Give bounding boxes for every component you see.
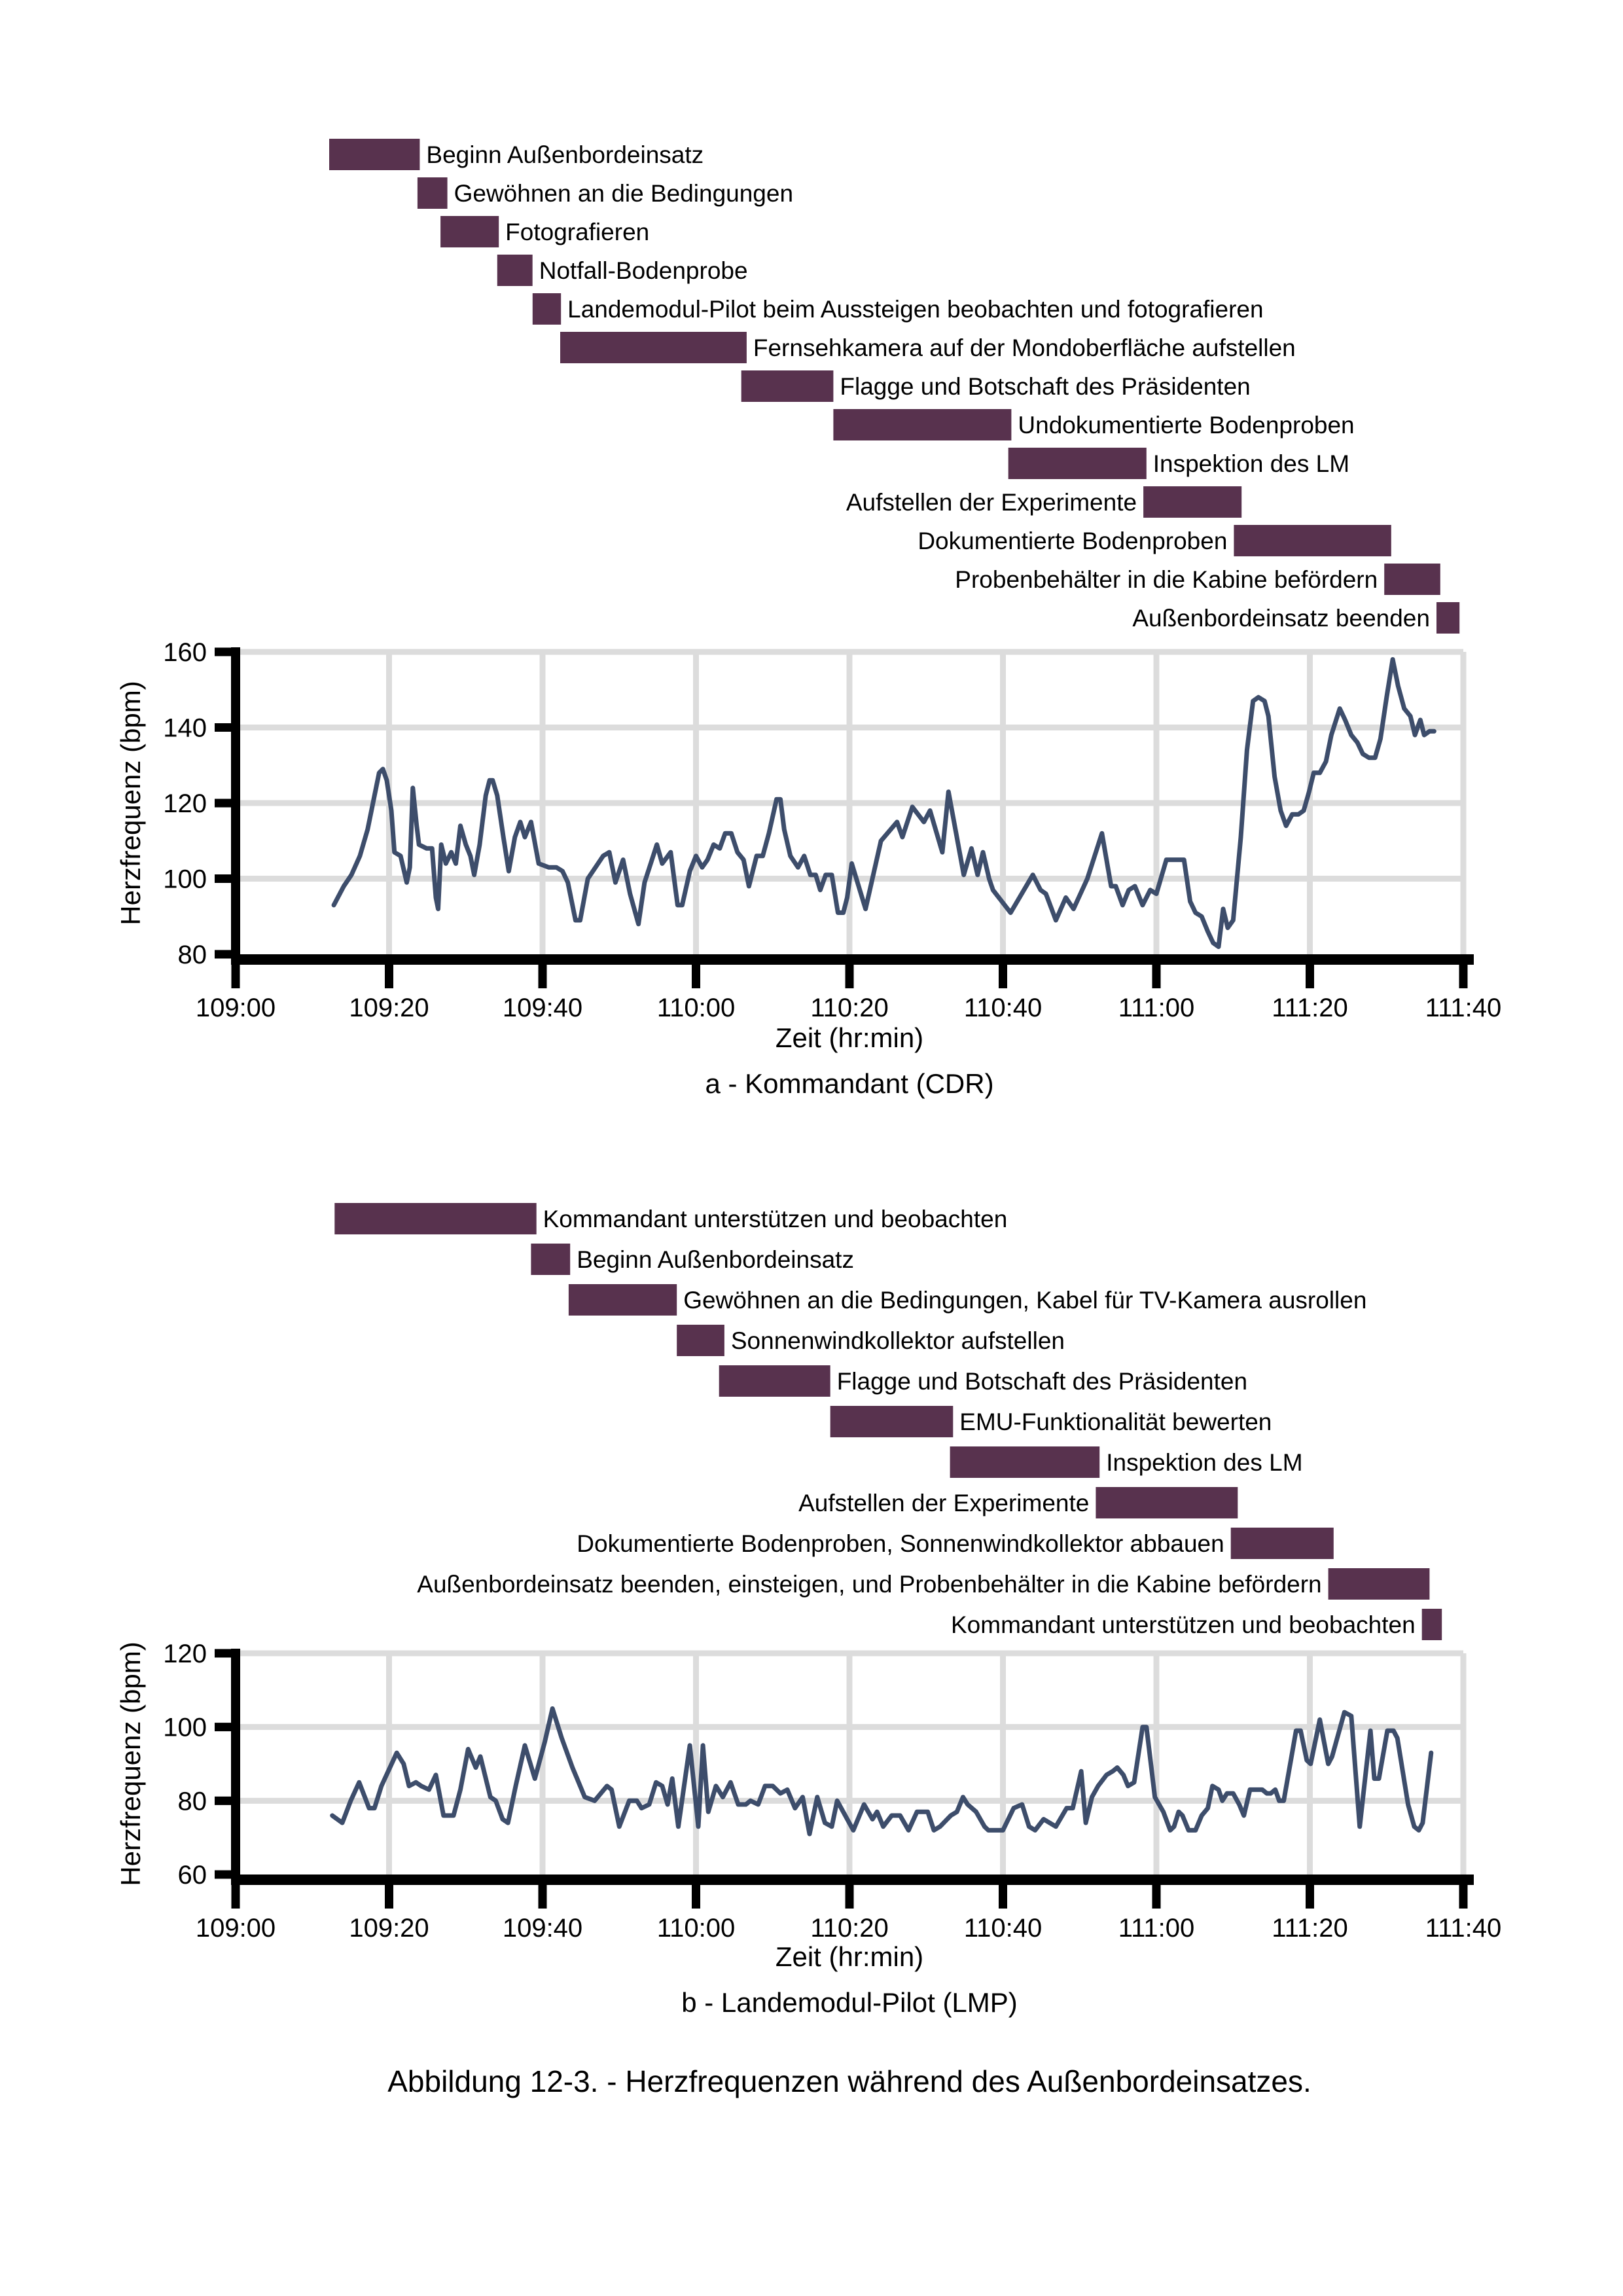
x-tick-label: 110:40 <box>963 1914 1043 1943</box>
panel-caption-lmp: b - Landemodul-Pilot (LMP) <box>681 1987 1018 2018</box>
gantt-bar <box>1234 525 1391 556</box>
gantt-bar <box>950 1446 1100 1478</box>
gantt-task-label: EMU-Funktionalität bewerten <box>959 1408 1272 1435</box>
x-tick-label: 110:20 <box>810 1914 889 1943</box>
gantt-bar <box>1096 1487 1238 1518</box>
gantt-task-label: Außenbordeinsatz beenden, einsteigen, und Probenbehälter in die Kabine befördern <box>417 1571 1322 1598</box>
x-tick-label: 111:00 <box>1118 1914 1195 1943</box>
gantt-task-label: Landemodul-Pilot beim Aussteigen beobachten und fotografieren <box>567 296 1264 323</box>
x-tick-label: 110:00 <box>656 994 736 1022</box>
x-tick-label: 109:00 <box>195 994 276 1022</box>
gantt-task-label: Aufstellen der Experimente <box>846 489 1137 516</box>
gantt-bar <box>1329 1568 1430 1600</box>
panel-caption-cdr: a - Kommandant (CDR) <box>705 1068 994 1099</box>
y-tick-label: 100 <box>163 1713 207 1742</box>
gantt-bar <box>1384 564 1440 595</box>
figure-caption: Abbildung 12-3. - Herzfrequenzen während des Außenbordeinsatzes. <box>387 2064 1311 2098</box>
gantt-bar <box>1231 1528 1334 1559</box>
gantt-task-label: Flagge und Botschaft des Präsidenten <box>836 1368 1248 1395</box>
gantt-bar <box>741 370 834 402</box>
gantt-task-label: Beginn Außenbordeinsatz <box>577 1246 854 1273</box>
y-tick-label: 80 <box>177 1787 207 1816</box>
x-tick-label: 109:40 <box>502 994 583 1022</box>
gantt-bar <box>418 177 448 209</box>
gantt-task-label: Inspektion des LM <box>1106 1449 1303 1476</box>
gantt-task-label: Probenbehälter in die Kabine befördern <box>955 566 1378 593</box>
y-tick-label: 120 <box>163 1640 207 1668</box>
x-tick-label: 109:00 <box>195 1914 276 1943</box>
gantt-task-label: Notfall-Bodenprobe <box>539 257 748 284</box>
y-tick-label: 140 <box>163 713 207 743</box>
x-tick-label: 111:20 <box>1272 994 1348 1022</box>
x-tick-label: 109:40 <box>502 1914 583 1943</box>
y-tick-label: 120 <box>163 789 207 818</box>
y-tick-label: 60 <box>177 1861 207 1890</box>
gantt-task-label: Inspektion des LM <box>1152 450 1350 477</box>
gantt-task-label: Gewöhnen an die Bedingungen, Kabel für TV-Kamera ausrollen <box>683 1287 1367 1314</box>
gantt-task-label: Dokumentierte Bodenproben <box>918 528 1228 554</box>
x-tick-label: 110:00 <box>656 1914 736 1943</box>
gantt-bar <box>833 409 1011 440</box>
y-axis-title-cdr: Herzfrequenz (bpm) <box>115 681 146 925</box>
x-tick-label: 109:20 <box>349 994 429 1022</box>
x-tick-label: 111:40 <box>1425 1914 1502 1943</box>
gantt-task-label: Kommandant unterstützen und beobachten <box>951 1611 1416 1638</box>
gantt-bar <box>830 1406 954 1437</box>
gantt-bar <box>531 1244 570 1275</box>
gantt-bar <box>560 332 747 363</box>
gantt-bar <box>1143 486 1241 518</box>
x-tick-label: 110:20 <box>810 994 889 1022</box>
gantt-bar <box>329 139 419 170</box>
y-axis-title-lmp: Herzfrequenz (bpm) <box>115 1641 146 1886</box>
gantt-task-label: Flagge und Botschaft des Präsidenten <box>840 373 1251 400</box>
gantt-bar <box>1422 1609 1442 1640</box>
gantt-bar <box>334 1203 536 1234</box>
gantt-task-label: Fotografieren <box>505 219 650 245</box>
x-tick-label: 110:40 <box>963 994 1043 1022</box>
gantt-bar <box>440 216 499 247</box>
gantt-task-label: Dokumentierte Bodenproben, Sonnenwindkollektor abbauen <box>577 1530 1224 1557</box>
gantt-bar <box>677 1325 724 1356</box>
x-tick-label: 111:40 <box>1425 994 1502 1022</box>
x-axis-title-cdr: Zeit (hr:min) <box>775 1022 924 1053</box>
y-tick-label: 80 <box>177 941 207 969</box>
x-axis-title-lmp: Zeit (hr:min) <box>775 1941 924 1972</box>
gantt-bar <box>1008 448 1147 479</box>
gantt-bar <box>569 1284 677 1316</box>
gantt-bar <box>497 255 533 286</box>
gantt-task-label: Gewöhnen an die Bedingungen <box>454 180 794 207</box>
gantt-task-label: Undokumentierte Bodenproben <box>1018 412 1355 439</box>
gantt-bar <box>533 293 561 325</box>
y-tick-label: 100 <box>163 865 207 894</box>
y-tick-label: 160 <box>163 638 207 667</box>
gantt-task-label: Beginn Außenbordeinsatz <box>426 141 704 168</box>
gantt-bar <box>719 1365 830 1397</box>
gantt-task-label: Kommandant unterstützen und beobachten <box>543 1206 1008 1232</box>
x-tick-label: 111:20 <box>1272 1914 1348 1943</box>
gantt-task-label: Außenbordeinsatz beenden <box>1132 605 1430 632</box>
gantt-bar <box>1436 602 1459 634</box>
gantt-task-label: Aufstellen der Experimente <box>798 1490 1090 1516</box>
x-tick-label: 111:00 <box>1118 994 1195 1022</box>
x-tick-label: 109:20 <box>349 1914 429 1943</box>
gantt-task-label: Sonnenwindkollektor aufstellen <box>730 1327 1065 1354</box>
gantt-task-label: Fernsehkamera auf der Mondoberfläche aufstellen <box>753 334 1296 361</box>
